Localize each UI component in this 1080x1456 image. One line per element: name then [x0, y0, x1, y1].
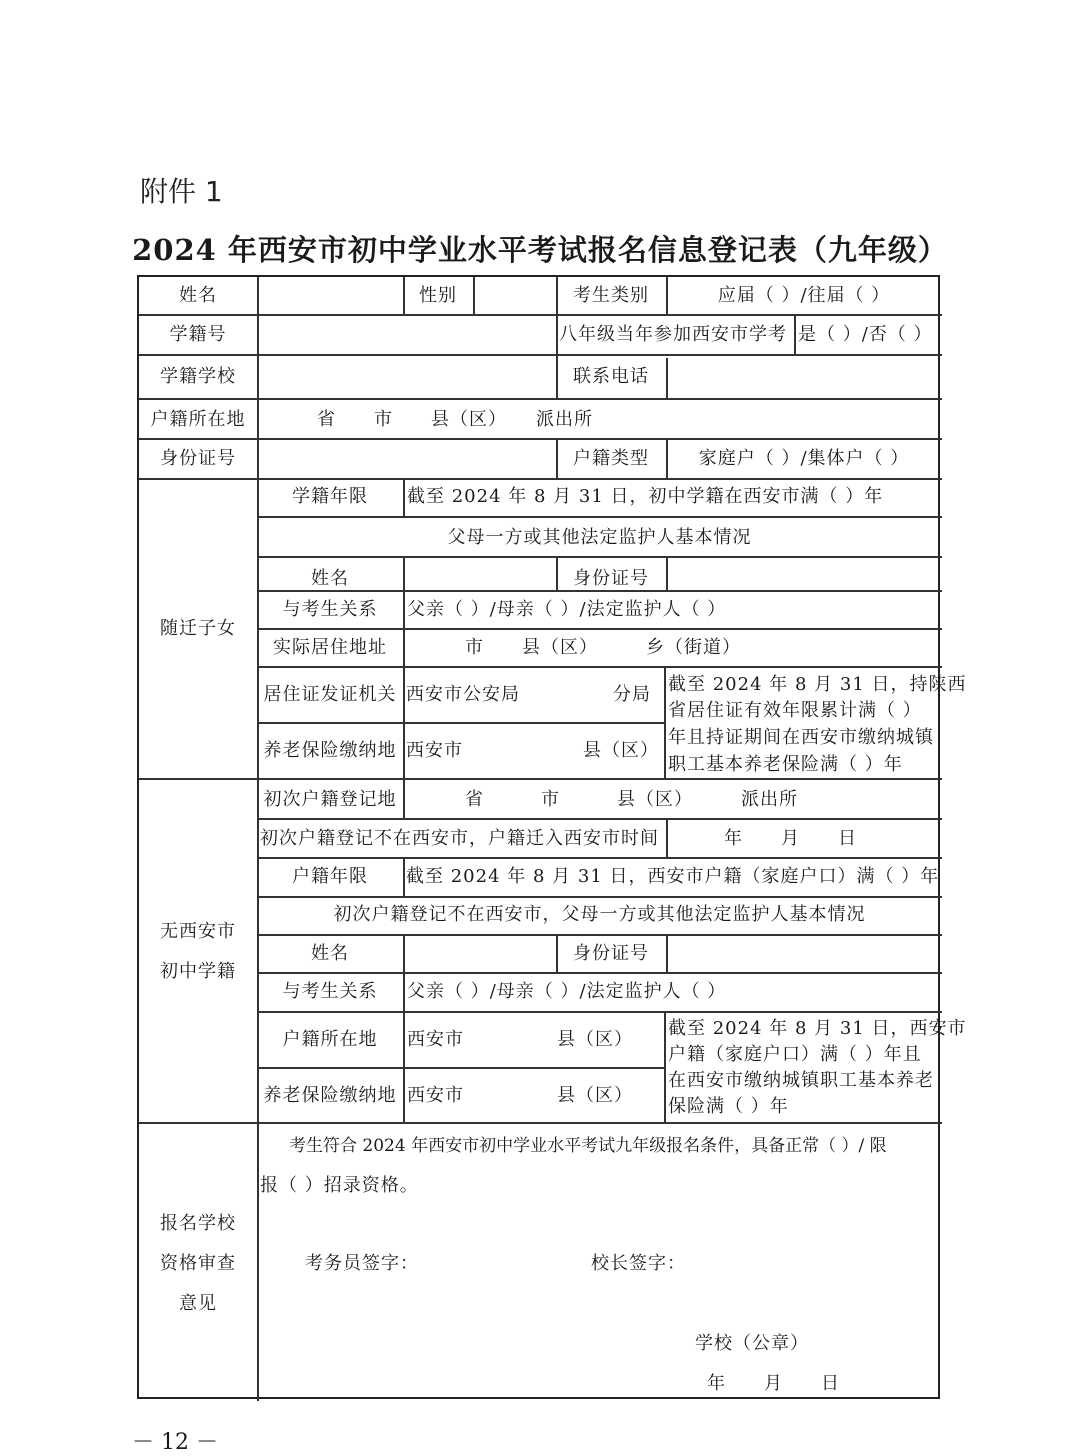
nonlocal-note-line: 在西安市缴纳城镇职工基本养老	[668, 1070, 934, 1091]
row-divider	[257, 818, 942, 820]
permit-value-suffix: 分局	[613, 684, 651, 705]
school-label: 学籍学校	[160, 366, 236, 387]
section-divider	[139, 1122, 942, 1124]
hukou-years-label: 户籍年限	[292, 866, 368, 887]
student-id-label: 学籍号	[169, 324, 227, 345]
nonlocal-pension-label: 养老保险缴纳地	[263, 1085, 397, 1106]
row-divider	[139, 314, 942, 316]
phone-label: 联系电话	[573, 366, 649, 387]
migrant-section-label: 随迁子女	[160, 618, 236, 639]
attachment-label: 附件 1	[140, 175, 223, 208]
row-divider	[257, 972, 942, 974]
principal-signature-label: 校长签字：	[591, 1253, 686, 1274]
row-divider	[257, 590, 942, 592]
nonlocal-hukou-loc-suffix: 县（区）	[557, 1029, 633, 1050]
row-divider	[257, 628, 942, 630]
grade8-label: 八年级当年参加西安市学考	[559, 324, 787, 345]
pension-label: 养老保险缴纳地	[263, 740, 397, 761]
col-divider	[257, 277, 259, 478]
col-divider	[257, 1122, 259, 1401]
hukou-location-label: 户籍所在地	[150, 409, 246, 430]
col-divider	[403, 857, 405, 896]
nonlocal-relation-label: 与考生关系	[282, 981, 378, 1002]
address-value: 市 县（区） 乡（街道）	[465, 637, 741, 658]
row-divider	[139, 478, 942, 480]
section-divider	[139, 778, 942, 780]
id-number-label: 身份证号	[160, 448, 236, 469]
gender-label: 性别	[419, 285, 457, 306]
enroll-years-value: 截至 2024 年 8 月 31 日，初中学籍在西安市满（ ）年	[407, 486, 884, 507]
col-divider	[666, 818, 668, 857]
relation-value: 父亲（ ）/母亲（ ）/法定监护人（ ）	[407, 599, 727, 620]
nonlocal-pension-suffix: 县（区）	[557, 1085, 633, 1106]
nonlocal-note-line: 截至 2024 年 8 月 31 日，西安市	[668, 1018, 967, 1039]
grade8-value: 是（ ）/否（ ）	[798, 324, 933, 345]
guardian-id-label: 身份证号	[573, 568, 649, 589]
category-value: 应届（ ）/往届（ ）	[717, 285, 891, 306]
review-text-line: 考生符合 2024 年西安市初中学业水平考试九年级报名条件，具备正常（ ）/ 限	[289, 1136, 887, 1156]
col-divider	[473, 277, 475, 314]
relation-label: 与考生关系	[282, 599, 378, 620]
nonlocal-pension-value: 西安市	[407, 1085, 464, 1106]
row-divider	[257, 516, 942, 518]
moved-label: 初次户籍登记不在西安市，户籍迁入西安市时间	[260, 828, 659, 849]
nonlocal-section-label: 无西安市	[160, 921, 236, 942]
hukou-type-label: 户籍类型	[573, 448, 649, 469]
row-divider	[257, 556, 942, 558]
migrant-note-line: 年且持证期间在西安市缴纳城镇	[668, 727, 934, 748]
nonlocal-relation-value: 父亲（ ）/母亲（ ）/法定监护人（ ）	[407, 981, 727, 1002]
col-divider	[403, 556, 405, 778]
row-divider	[139, 354, 942, 356]
row-divider	[257, 934, 942, 936]
review-section-label-3: 意见	[179, 1293, 217, 1314]
col-divider	[794, 314, 796, 354]
nonlocal-hukou-loc-label: 户籍所在地	[282, 1029, 378, 1050]
nonlocal-guardian-name-label: 姓名	[311, 943, 349, 964]
row-divider	[257, 722, 664, 724]
guardian-name-label: 姓名	[311, 568, 349, 589]
first-reg-label: 初次户籍登记地	[263, 789, 397, 810]
address-label: 实际居住地址	[273, 637, 387, 658]
category-label: 考生类别	[573, 285, 649, 306]
first-reg-value: 省 市 县（区） 派出所	[465, 789, 798, 810]
row-divider	[257, 1067, 664, 1069]
nonlocal-guardian-id-label: 身份证号	[573, 943, 649, 964]
review-section-label-2: 资格审查	[160, 1253, 236, 1274]
hukou-years-value: 截至 2024 年 8 月 31 日，西安市户籍（家庭户口）满（ ）年	[406, 866, 940, 887]
col-divider	[666, 556, 668, 590]
col-divider	[403, 478, 405, 516]
nonlocal-note-line: 户籍（家庭户口）满（ ）年且	[668, 1044, 922, 1065]
col-divider	[403, 934, 405, 1122]
row-divider	[139, 398, 942, 400]
row-divider	[139, 438, 942, 440]
col-divider	[666, 934, 668, 972]
review-date-label: 年 月 日	[707, 1373, 840, 1394]
migrant-note-line: 省居住证有效年限累计满（ ）	[668, 700, 922, 721]
pension-value-suffix: 县（区）	[583, 740, 659, 761]
review-text-line-2: 报（ ）招录资格。	[260, 1175, 419, 1196]
permit-label: 居住证发证机关	[263, 684, 397, 705]
migrant-guardian-header: 父母一方或其他法定监护人基本情况	[447, 527, 752, 548]
nonlocal-guardian-header: 初次户籍登记不在西安市，父母一方或其他法定监护人基本情况	[333, 904, 866, 925]
col-divider	[403, 778, 405, 818]
col-divider	[664, 1011, 666, 1122]
review-section-label: 报名学校	[160, 1213, 236, 1234]
nonlocal-note-line: 保险满（ ）年	[668, 1096, 789, 1117]
row-divider	[257, 896, 942, 898]
row-divider	[257, 857, 942, 859]
hukou-type-value: 家庭户（ ）/集体户（ ）	[698, 448, 910, 469]
school-stamp-label: 学校（公章）	[695, 1333, 809, 1354]
page-number: － 12 －	[132, 1430, 218, 1455]
moved-value: 年 月 日	[724, 828, 857, 849]
page-title: 2024 年西安市初中学业水平考试报名信息登记表（九年级）	[132, 233, 948, 267]
nonlocal-hukou-loc-value: 西安市	[407, 1029, 464, 1050]
permit-value: 西安市公安局	[406, 684, 520, 705]
name-label: 姓名	[179, 285, 217, 306]
hukou-location-value: 省 市 县（区） 派出所	[317, 409, 593, 430]
registration-form	[137, 275, 967, 1399]
pension-value: 西安市	[406, 740, 463, 761]
nonlocal-section-label-2: 初中学籍	[160, 961, 236, 982]
enroll-years-label: 学籍年限	[292, 486, 368, 507]
migrant-note-line: 职工基本养老保险满（ ）年	[668, 754, 903, 775]
migrant-note-line: 截至 2024 年 8 月 31 日，持陕西	[668, 674, 967, 695]
row-divider	[257, 666, 942, 668]
officer-signature-label: 考务员签字：	[305, 1253, 419, 1274]
row-divider	[257, 1011, 942, 1013]
col-divider	[664, 666, 666, 778]
col-divider	[666, 358, 668, 398]
